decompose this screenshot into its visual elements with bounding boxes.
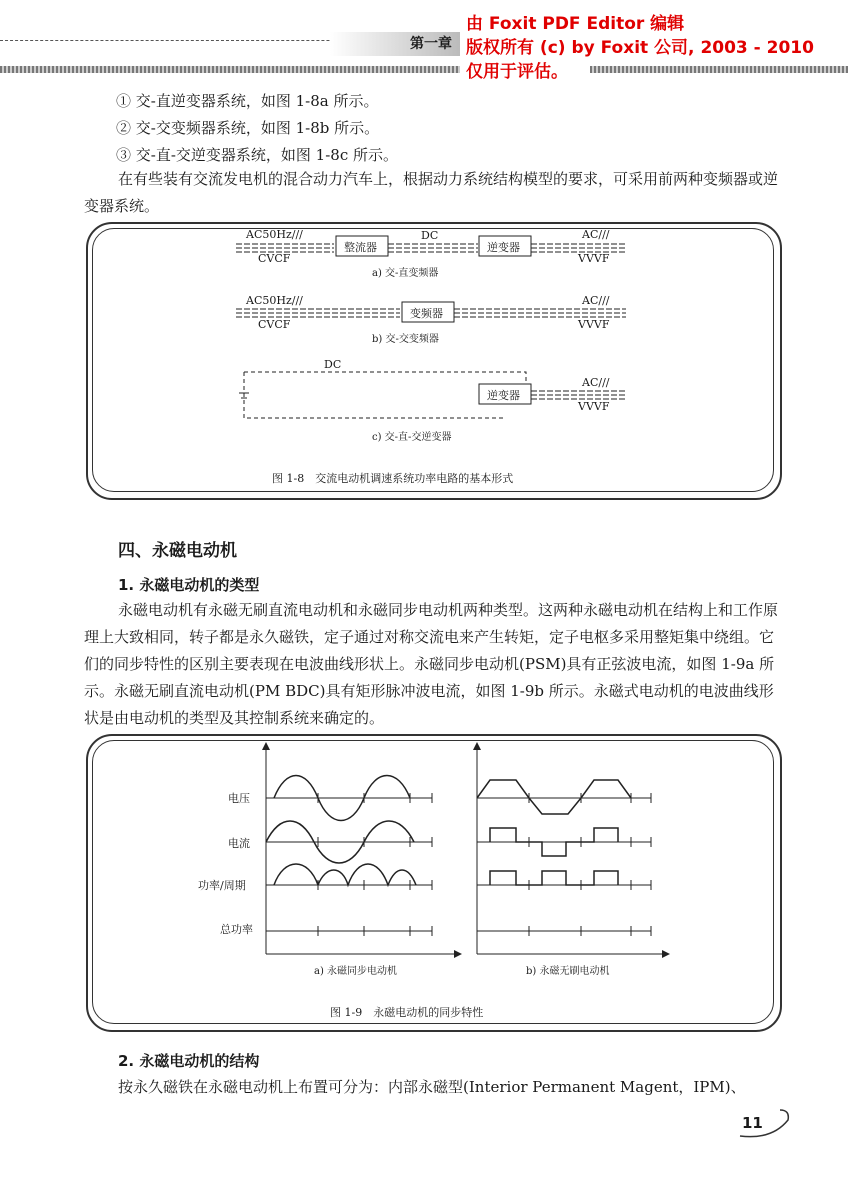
- voltage-trapezoid: [477, 780, 631, 814]
- label-ac-in: AC50Hz///: [246, 294, 303, 307]
- label-vvvf: VVVF: [578, 318, 610, 331]
- paragraph: 在有些装有交流发电机的混合动力汽车上，根据动力系统结构模型的要求，可采用前两种变频器或逆变器系统。: [84, 170, 779, 215]
- watermark-line: 由 Foxit PDF Editor 编辑: [466, 14, 685, 34]
- row-label-total-power: 总功率: [220, 923, 253, 936]
- label-dc: DC: [324, 358, 342, 371]
- label-cvcf: CVCF: [258, 252, 291, 265]
- figure-caption: 图 1-9 永磁电动机的同步特性: [330, 1006, 484, 1019]
- inverter-label: 逆变器: [487, 241, 520, 254]
- list-item: ② 交-交变频器系统，如图 1-8b 所示。: [116, 119, 380, 137]
- header-rule: [0, 66, 460, 73]
- label-cvcf: CVCF: [258, 318, 291, 331]
- figure-1-8-diagram: [86, 222, 778, 496]
- caption-c: c) 交-直-交逆变器: [372, 432, 452, 443]
- figure-caption: 图 1-8 交流电动机调速系统功率电路的基本形式: [272, 472, 514, 485]
- inverter-label: 逆变器: [487, 389, 520, 402]
- page-number: 11: [742, 1114, 763, 1132]
- power-sine: [274, 864, 416, 885]
- rectifier-label: 整流器: [344, 241, 377, 254]
- caption-a: a) 永磁同步电动机: [314, 966, 398, 977]
- power-pulse: [490, 871, 618, 885]
- label-ac-out: AC///: [582, 376, 610, 389]
- list-item: ③ 交-直-交逆变器系统，如图 1-8c 所示。: [116, 146, 398, 164]
- row-label-current: 电流: [228, 837, 250, 850]
- chapter-label: 第一章: [330, 32, 460, 56]
- list-item: ① 交-直逆变器系统，如图 1-8a 所示。: [116, 92, 379, 110]
- figure-1-9-diagram: [86, 734, 778, 1028]
- label-ac-out: AC///: [582, 228, 610, 241]
- foxit-watermark: [466, 12, 814, 84]
- converter-label: 变频器: [410, 307, 443, 320]
- caption-b: b) 永磁无刷电动机: [526, 966, 610, 977]
- label-ac-out: AC///: [582, 294, 610, 307]
- label-ac-in: AC50Hz///: [246, 228, 303, 241]
- subsection-title: 2. 永磁电动机的结构: [118, 1052, 260, 1070]
- label-vvvf: VVVF: [578, 400, 610, 413]
- watermark-line: 版权所有 (c) by Foxit 公司, 2003 - 2010: [466, 38, 814, 58]
- label-vvvf: VVVF: [578, 252, 610, 265]
- row-label-power: 功率/周期: [198, 879, 246, 892]
- caption-b: b) 交-交变频器: [372, 334, 439, 345]
- paragraph: 永磁电动机有永磁无刷直流电动机和永磁同步电动机两种类型。这两种永磁电动机在结构上和工作原理上大致相同，转子都是永久磁铁，定子通过对称交流电来产生转矩，定子电枢多采用整矩集中绕组。它们的同步特性的区别主要表现在电波曲线形状上。永磁同步电动机(PSM)具有正弦波电流，如图 1-9a 所示。永磁无刷直流电动机(PM BDC)具有矩形脉冲波电流，如图 1-9b 所示。永磁式电动机的电波曲线形状是由电动机的类型及其控制系统来确定的。: [84, 601, 779, 727]
- row-label-voltage: 电压: [228, 792, 250, 805]
- subsection-title: 1. 永磁电动机的类型: [118, 576, 260, 594]
- section-title: 四、永磁电动机: [118, 541, 237, 561]
- label-dc: DC: [421, 229, 439, 242]
- paragraph: 按永久磁铁在永磁电动机上布置可分为：内部永磁型(Interior Permanent Magent，IPM)、: [118, 1078, 746, 1096]
- watermark-line: 仅用于评估。: [466, 62, 568, 82]
- caption-a: a) 交-直变频器: [372, 268, 439, 279]
